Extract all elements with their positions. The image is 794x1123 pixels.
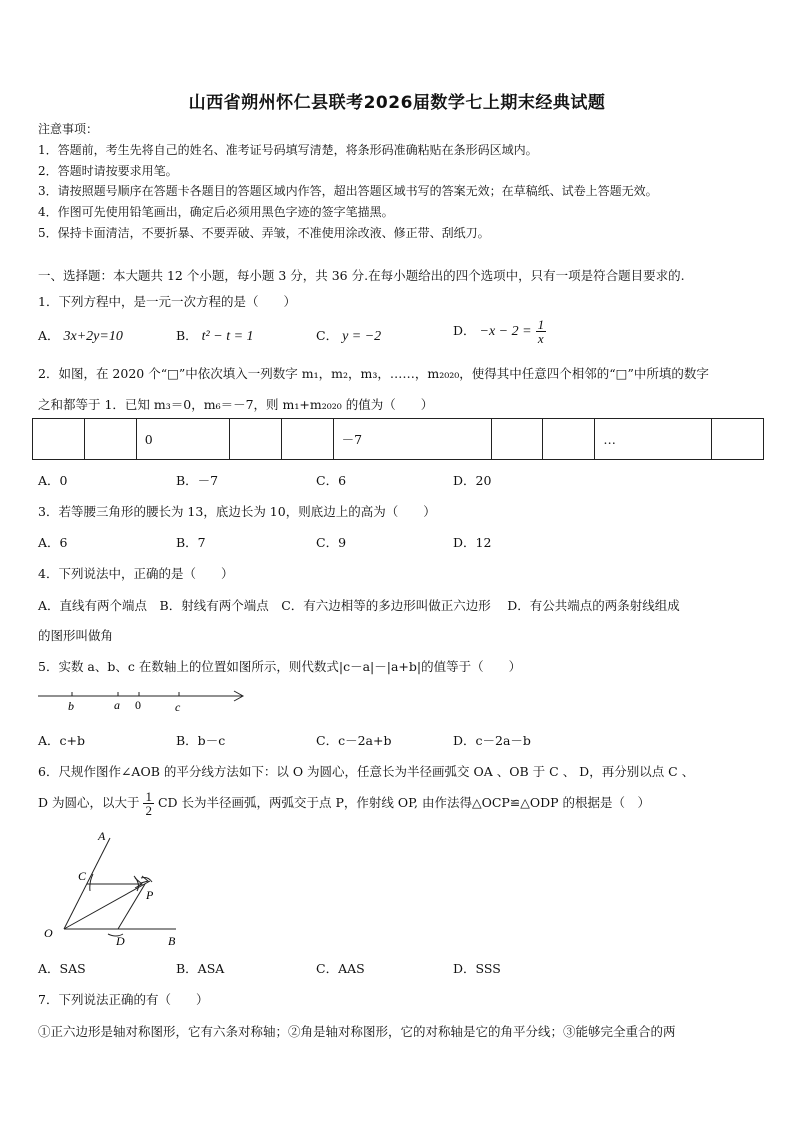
box-cell xyxy=(543,419,595,460)
q5-option-a: A．c+b xyxy=(38,733,86,748)
question-3-stem: 3．若等腰三角形的腰长为 13，底边长为 10，则底边上的高为（ ） xyxy=(38,504,436,519)
fraction xyxy=(143,790,154,817)
axis-label: c xyxy=(175,700,181,714)
option-math: t² − t = 1 xyxy=(201,329,254,344)
box-cell xyxy=(84,419,136,460)
box-cell xyxy=(712,419,764,460)
question-4-line1: A．直线有两个端点 B．射线有两个端点 C．有六边相等的多边形叫做正六边形 D．有公共端点的两条射线组成 xyxy=(38,598,680,613)
number-boxes-table xyxy=(32,418,764,460)
text-segment: CD 长为半径画弧，两弧交于点 P，作射线 OP, 由作法得△OCP≌△ODP 的根据是（ ） xyxy=(157,795,651,810)
point-label: B xyxy=(168,934,176,948)
box-cell: … xyxy=(595,419,712,460)
question-7-line1: ①正六边形是轴对称图形，它有六条对称轴；②角是轴对称图形，它的对称轴是它的角平分线；③能够完全重合的两 xyxy=(38,1024,676,1039)
q6-option-b: B．ASA xyxy=(176,961,225,976)
fraction-numerator: 1 xyxy=(145,789,152,804)
q3-option-d: D．12 xyxy=(453,535,492,550)
fraction-numerator: 1 xyxy=(537,317,545,332)
q6-option-c: C．AAS xyxy=(316,961,365,976)
q6-option-d: D．SSS xyxy=(453,961,501,976)
question-6-line2 xyxy=(38,790,650,817)
q2-option-d: D．20 xyxy=(453,473,492,488)
option-label: D． xyxy=(453,323,476,338)
point-label: C xyxy=(78,869,87,883)
fraction-denominator: 2 xyxy=(145,803,152,818)
text-segment: D 为圆心，以大于 xyxy=(38,795,140,810)
question-7-stem: 7．下列说法正确的有（ ） xyxy=(38,992,209,1007)
q1-option-c xyxy=(316,326,381,345)
number-line-figure xyxy=(36,684,248,716)
box-cell xyxy=(491,419,543,460)
point-label: D xyxy=(116,934,125,948)
option-math: −x − 2 = xyxy=(479,324,532,339)
option-label: C． xyxy=(316,328,339,343)
question-2-line1: 2．如图，在 2020 个“□”中依次填入一列数字 m₁，m₂，m₃，……，m₂₀₂₀，使得其中任意四个相邻的“□”中所填的数字 xyxy=(38,366,709,381)
q1-option-d xyxy=(453,318,546,345)
box-cell: 0 xyxy=(136,419,229,460)
box-cell xyxy=(33,419,85,460)
q5-option-c: C．c－2a+b xyxy=(316,733,392,748)
segment-dp xyxy=(118,884,145,929)
question-4-line2: 的图形叫做角 xyxy=(38,628,114,643)
fraction-denominator: x xyxy=(537,331,544,346)
q3-option-a: A．6 xyxy=(38,535,68,550)
q3-option-b: B．7 xyxy=(176,535,206,550)
page-title: 山西省朔州怀仁县联考2026届数学七上期末经典试题 xyxy=(188,93,606,113)
box-cell xyxy=(229,419,281,460)
notes-heading: 注意事项： xyxy=(38,122,99,136)
ray-op xyxy=(64,881,150,929)
note-item: 3．请按照题号顺序在答题卡各题目的答题区域内作答，超出答题区域书写的答案无效；在草稿纸、试卷上答题无效。 xyxy=(38,184,658,198)
q5-option-b: B．b－c xyxy=(176,733,226,748)
q2-option-c: C．6 xyxy=(316,473,347,488)
point-label: P xyxy=(146,888,154,902)
q1-option-a xyxy=(38,326,123,345)
note-item: 5．保持卡面清洁，不要折暴、不要弄破、弄皱，不准使用涂改液、修正带、刮纸刀。 xyxy=(38,226,490,240)
angle-bisector-figure xyxy=(38,826,188,952)
q1-option-b xyxy=(176,326,254,345)
note-item: 2．答题时请按要求用笔。 xyxy=(38,164,178,178)
axis-label: a xyxy=(114,698,120,712)
option-math: y = −2 xyxy=(342,329,382,344)
q6-option-a: A．SAS xyxy=(38,961,86,976)
question-6-line1: 6．尺规作图作∠AOB 的平分线方法如下：以 O 为圆心，任意长为半径画弧交 OA 、OB 于 C 、 D，再分别以点 C 、 xyxy=(38,764,695,779)
point-label: A xyxy=(98,829,106,843)
question-1-stem: 1．下列方程中，是一元一次方程的是（ ） xyxy=(38,294,296,309)
fraction xyxy=(536,318,547,345)
section-heading: 一、选择题：本大题共 12 个小题，每小题 3 分，共 36 分.在每小题给出的四个选项中，只有一项是符合题目要求的. xyxy=(38,268,685,283)
question-2-line2: 之和都等于 1．已知 m₃＝0，m₆＝－7，则 m₁+m₂₀₂₀ 的值为（ ） xyxy=(38,397,434,412)
question-4-stem: 4．下列说法中，正确的是（ ） xyxy=(38,566,234,581)
q2-option-b: B．－7 xyxy=(176,473,219,488)
option-label: A． xyxy=(38,328,60,343)
note-item: 1．答题前，考生先将自己的姓名、准考证号码填写清楚，将条形码准确粘贴在条形码区域内。 xyxy=(38,143,538,157)
box-cell: －7 xyxy=(333,419,491,460)
q3-option-c: C．9 xyxy=(316,535,347,550)
box-cell xyxy=(281,419,333,460)
note-item: 4．作图可先使用铅笔画出，确定后必须用黑色字迹的签字笔描黑。 xyxy=(38,205,394,219)
axis-label: 0 xyxy=(135,698,141,712)
option-math: 3x+2y=10 xyxy=(63,329,123,344)
q5-option-d: D．c－2a－b xyxy=(453,733,531,748)
question-5-stem: 5．实数 a、b、c 在数轴上的位置如图所示，则代数式|c－a|－|a+b|的值等于（ ） xyxy=(38,659,522,674)
option-label: B． xyxy=(176,328,198,343)
point-label: O xyxy=(44,926,53,940)
q2-option-a: A．0 xyxy=(38,473,68,488)
table-row xyxy=(33,419,764,460)
axis-label: b xyxy=(68,699,74,713)
